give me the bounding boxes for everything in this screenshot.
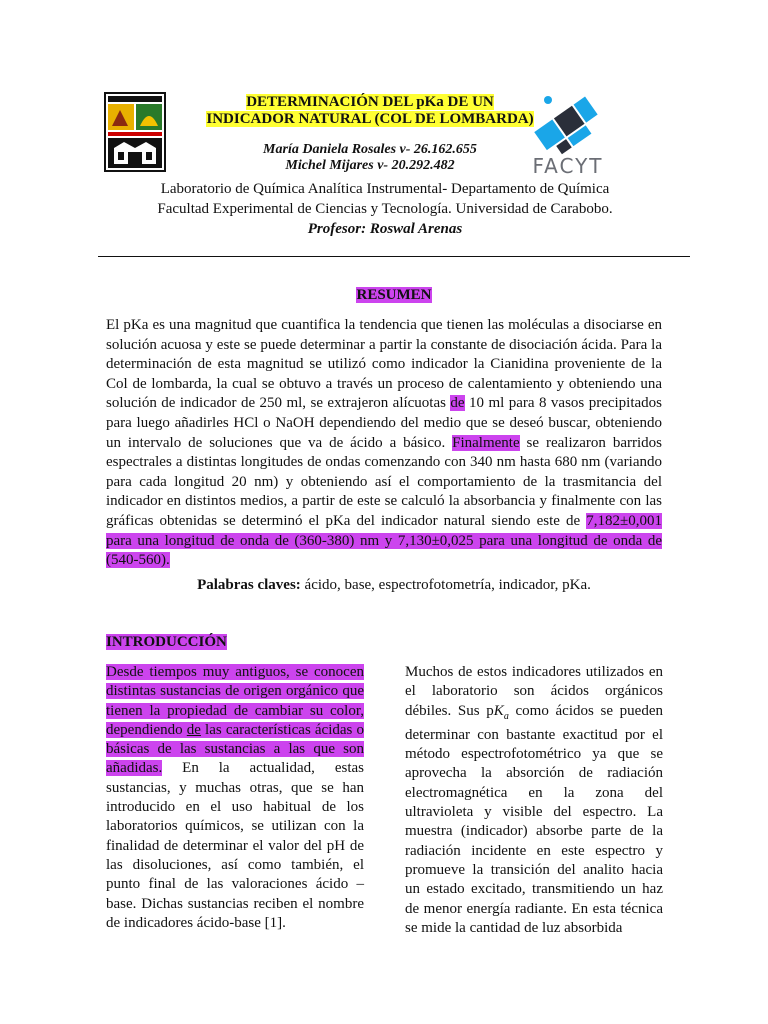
abstract-paragraph xyxy=(106,316,662,571)
intro-right-pk-k: K xyxy=(493,702,504,719)
facyt-logo-text: FACYT xyxy=(532,154,604,178)
abstract-text-2: 10 ml para 8 vasos precipitados para luego añadirles HCl o NaOH dependiendo del medio que se deseó buscar, obteniendo un intervalo de soluciones que va de ácido a básico. xyxy=(106,395,662,451)
abstract-heading xyxy=(98,287,690,304)
intro-right-text-2: como ácidos se pueden determinar con bastante exactitud por el método espectrofotométrico ya que se aprovecha la absorción de radiación electromagnética en la zona del ultravioleta y visible del espectro. La muestra (indicador) absorbe parte de la radiación incidente en este espectro y promueve la transición del analito hacia un estado excitado, transmitiendo un haz de menor energía radiante. En esta técnica se mide la cantidad de luz absorbida xyxy=(405,702,663,936)
intro-right-pk-a: a xyxy=(503,710,509,722)
professor: Profesor: Roswal Arenas xyxy=(307,221,463,237)
abstract-highlight-finalmente: Finalmente xyxy=(452,434,520,451)
abstract-text-1: El pKa es una magnitud que cuantifica la tendencia que tienen las moléculas a disociarse en solución acuosa y este se puede determinar a partir la constante de disociación ácida. Para la determinación de esta magnitud se utilizó como indicador la Cianidina proveniente de la Col de lombarda, la cual se obtuvo a través un proceso de calentamiento y obteniendo una solución de indicador de 250 ml, se extrajeron alícuotas xyxy=(106,317,662,412)
affiliation-line-1: Laboratorio de Química Analítica Instrumental- Departamento de Química xyxy=(160,181,610,197)
introduction-heading xyxy=(106,634,227,651)
authors xyxy=(150,142,590,174)
intro-right-text-1: Muchos de estos indicadores utilizados en el laboratorio son ácidos orgánicos débiles. Sus p xyxy=(405,664,663,719)
abstract-text-3: se realizaron barridos espectrales a distintas longitudes de ondas comenzando con 340 nm hasta 680 nm (variando para cada longitud 20 nm) y obteniendo así el comportamiento de la trasmitancia del indicador en distintos medios, a partir de este se calculó la absorbancia y finalmente con las gráficas obtenidas se determinó el pKa del indicador natural siendo este de xyxy=(106,434,662,529)
intro-left-highlight-1: Desde tiempos muy antiguos, se conocen distintas sustancias de origen orgánico que tienen la propiedad de cambiar su color, dependiendo xyxy=(106,664,364,738)
intro-left-highlight-2: las características ácidas o básicas de las sustancias a las que son añadidas. xyxy=(106,721,364,777)
author-2: Michel Mijares v- 20.292.482 xyxy=(285,158,455,173)
introduction-right-column xyxy=(405,663,663,938)
abstract-highlight-values: 7,182±0,001 para una longitud de onda de (360-380) nm y 7,130±0,025 para una longitud de onda de (540-560). xyxy=(106,512,662,569)
keywords-label: Palabras claves: xyxy=(197,577,301,593)
author-1: María Daniela Rosales v- 26.162.655 xyxy=(263,142,477,157)
title-line-1: DETERMINACIÓN DEL pKa DE UN xyxy=(246,94,494,110)
intro-left-highlight-de: de xyxy=(186,721,201,738)
introduction-heading-text: INTRODUCCIÓN xyxy=(106,634,227,650)
affiliation-line-2: Facultad Experimental de Ciencias y Tecnología. Universidad de Carabobo. xyxy=(157,201,613,217)
paper-title xyxy=(150,94,590,128)
title-line-2: INDICADOR NATURAL (COL DE LOMBARDA) xyxy=(206,111,534,127)
abstract-highlight-de: de xyxy=(450,395,465,412)
header-divider xyxy=(98,256,690,257)
introduction-left-column xyxy=(106,663,364,933)
abstract-heading-text: RESUMEN xyxy=(356,287,432,303)
keywords-list: ácido, base, espectrofotometría, indicador, pKa. xyxy=(300,577,591,593)
intro-left-text: En la actualidad, estas sustancias, y muchas otras, que se han introducido en el uso habitual de los laboratorios químicos, se utilizan con la finalidad de determinar el valor del pH de las disoluciones, así como también, el punto final de las valoraciones ácido – base. Dichas sustancias reciben el nombre de indicadores ácido-base [1]. xyxy=(106,760,364,931)
keywords xyxy=(98,577,690,594)
affiliation xyxy=(90,179,680,239)
